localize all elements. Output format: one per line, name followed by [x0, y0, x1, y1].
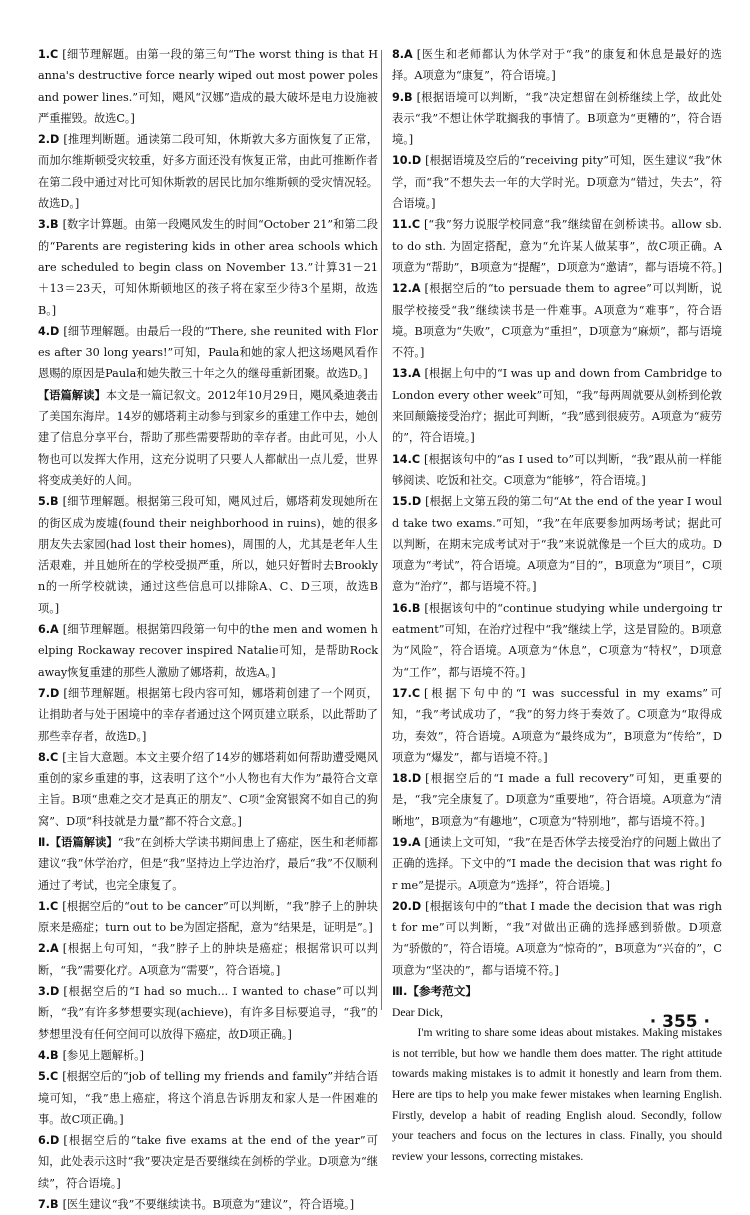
explanation-text: [主旨大意题。本文主要介绍了14岁的娜塔莉如何帮助遭受飓风重创的家乡重建的事，这表明了这个“小人物也有大作为”最符合文章主旨。B项“患难之交才是真正的朋友”、C项“金窝银窝不如自己的狗窝”、D项“科技就是力量”都不符合文意。]: [38, 750, 378, 828]
answer-letter: C: [50, 899, 59, 913]
item-number: 3.: [38, 985, 51, 999]
answer-letter: D: [411, 154, 422, 168]
item-number: 18.: [392, 772, 412, 786]
answer-letter: B: [404, 90, 413, 104]
column-divider: [381, 50, 382, 1010]
explanation-text: [参见上题解析。]: [62, 1048, 145, 1062]
answer-item: [392, 363, 722, 448]
explanation-text: [根据上句中的“I was up and down from Cambridge to London every other week”可知，“我”每两周就要从剑桥到伦敦来回颠簸接受治疗；据此可判断，“我”感到很疲劳。A项意为“疲劳的”，符合语境。]: [392, 367, 722, 445]
answer-item: [392, 768, 722, 832]
answer-item: [38, 129, 378, 214]
passage-analysis-label: Ⅱ.【语篇解读】: [38, 835, 118, 849]
answer-item: [38, 491, 378, 619]
answer-letter: D: [411, 899, 422, 913]
item-number: 2.: [38, 942, 51, 956]
answer-letter: A: [404, 48, 413, 61]
explanation-text: [根据空后的“to persuade them to agree”可以判断，说服学校接受“我”继续读书是一件难事。A项意为“难事”，符合语境。B项意为“失败”，C项意为“重担”，D项意为“麻烦”，都与语境不符。]: [392, 282, 722, 360]
explanation-text: [根据语境可以判断，“我”决定想留在剑桥继续上学，故此处表示“我”不想让休学耽搁我的事情了。B项意为“更糟的”，符合语境。]: [392, 90, 722, 147]
explanation-text: [根据下句中的“I was successful in my exams”可知，“我”考试成功了，“我”的努力终于奏效了。C项意为“取得成功，奏效”，符合语境。A项意为“最终成为”，B项意为“传给”，D项意为“爆发”，都与语境不符。]: [392, 686, 722, 764]
answer-letter: D: [50, 686, 60, 700]
answer-item: [38, 385, 378, 491]
answer-item: [38, 981, 378, 1045]
answer-letter: B: [50, 1198, 59, 1212]
explanation-text: [细节理解题。由最后一段的“There, she reunited with Flores after 30 long years!”可知，Paula和她的家人把这场飓风看作恩赐的原因是Paula和她失散三十年之久的继母重新团聚。故选D。]: [38, 324, 378, 381]
item-number: 11.: [392, 218, 412, 232]
passage-analysis-label: 【语篇解读】: [38, 388, 106, 402]
item-number: 5.: [38, 495, 51, 509]
item-number: 20.: [392, 899, 412, 913]
answer-letter: D: [411, 495, 422, 509]
explanation-text: [根据语境及空后的“receiving pity”可知，医生建议“我”休学，而“我”不想失去一年的大学时光。D项意为“错过，失去”，符合语境。]: [392, 154, 722, 211]
answer-item: [392, 449, 722, 492]
explanation-text: [根据空后的“take five exams at the end of the year”可知，此处表示这时“我”要决定是否要继续在剑桥的学业。D项意为“继续”，符合语境。]: [38, 1134, 378, 1190]
answer-letter: D: [411, 772, 422, 786]
item-number: 15.: [392, 495, 412, 509]
page-number: · 355 ·: [649, 1012, 710, 1032]
answer-item: [392, 278, 722, 363]
answer-item: [38, 832, 378, 896]
item-number: 17.: [392, 686, 412, 700]
answer-item: [38, 44, 378, 129]
explanation-text: [根据该句中的“that I made the decision that was right for me”可以判断，“我”对做出正确的选择感到骄傲。D项意为“骄傲的”，符合语境。A项意为“惊奇的”，B项意为“兴奋的”，C项意为“坚决的”，都与语境不符。]: [392, 899, 722, 977]
item-number: 5.: [38, 1070, 51, 1084]
essay-section: [392, 981, 722, 1167]
answer-letter: C: [411, 686, 421, 700]
essay-paragraph: I'm writing to share some ideas about mistakes. Making mistakes is not terrible, but how we handle them does matter. The right attitude towards making mistakes is to admit it honestly and learn from them. Here are tips to help you make fewer mistakes when learning English. Firstly, develop a habit of reading English aloud. Secondly, follow your teachers and focus on the lectures in class. Finally, you should review your lessons, correcting mistakes.: [392, 1026, 722, 1163]
answer-item: [392, 896, 722, 981]
item-number: 16.: [392, 601, 412, 615]
answer-item: [38, 747, 378, 832]
answer-letter: A: [411, 367, 421, 381]
item-number: 13.: [392, 367, 412, 381]
explanation-text: [根据空后的“I had so much... I wanted to chase”可以判断，“我”有许多梦想要实现(achieve)，有许多目标要追寻，“我”的梦想里没有任何空间可以放得下癌症，故D项正确。]: [38, 985, 378, 1041]
answer-item: [38, 1066, 378, 1130]
essay-greeting: Dear Dick,: [392, 1005, 443, 1019]
item-number: 4.: [38, 1048, 51, 1062]
item-number: 3.: [38, 218, 51, 232]
answer-letter: A: [50, 942, 59, 956]
answer-letter: B: [50, 495, 59, 509]
answer-item: [38, 938, 378, 981]
answer-letter: B: [411, 601, 421, 615]
left-column: [38, 44, 378, 1215]
item-number: 19.: [392, 835, 412, 849]
item-number: 1.: [38, 48, 51, 61]
item-number: 12.: [392, 282, 412, 296]
answer-letter: C: [50, 1070, 59, 1084]
explanation-text: [“我”努力说服学校同意“我”继续留在剑桥读书。allow sb. to do sth. 为固定搭配，意为“允许某人做某事”，故C项正确。A项意为“帮助”，B项意为“提醒”，D项意为“邀请”，都与语境不符。]: [392, 218, 722, 274]
answer-letter: B: [50, 218, 59, 232]
explanation-text: [细节理解题。由第一段的第三句“The worst thing is that Hanna's destructive force nearly wiped out most power poles and power lines.”可知，飓风“汉娜”造成的最大破坏是电力设施被严重摧毁。故选C。]: [38, 48, 378, 125]
item-number: 6.: [38, 623, 51, 637]
item-number: 2.: [38, 133, 51, 147]
answer-item: [392, 44, 722, 87]
answer-item: [38, 619, 378, 683]
item-number: 1.: [38, 899, 51, 913]
explanation-text: [推理判断题。通读第二段可知，休斯敦大多方面恢复了正常，而加尔维斯顿受灾较重，好多方面还没有恢复正常，由此可推断作者在第二段中通过对比可知休斯敦的居民比加尔维斯顿的受灾情况轻。故选D。]: [38, 133, 378, 211]
answer-letter: C: [50, 48, 59, 61]
explanation-text: [根据空后的“job of telling my friends and family”并结合语境可知，“我”患上癌症，将这个消息告诉朋友和家人是一件困难的事。故C项正确。]: [38, 1070, 378, 1126]
explanation-text: [细节理解题。根据第七段内容可知，娜塔莉创建了一个网页，让捐助者与处于困境中的幸存者通过这个网页建立联系，以此帮助了那些幸存者，故选D。]: [38, 686, 378, 743]
answer-item: [392, 683, 722, 768]
item-number: 8.: [392, 48, 405, 61]
explanation-text: [根据空后的“I made a full recovery”可知，更重要的是，“我”完全康复了。D项意为“重要地”，符合语境。A项意为“清晰地”，B项意为“有趣地”，C项意为“特别地”，都与语境不符。]: [392, 772, 722, 828]
item-number: 4.: [38, 324, 51, 338]
explanation-text: [根据上文第五段的第二句“At the end of the year I would take two exams.”可知，“我”在年底要参加两场考试；据此可以判断，在期末完成考试对于“我”来说就像是一个巨大的成功。D项意为“考试”，符合语境。A项意为“目的”，B项意为“项目”，C项意为“治疗”，都与语境不符。]: [392, 495, 722, 594]
answer-letter: D: [50, 1134, 60, 1148]
explanation-text: [根据空后的“out to be cancer”可以判断，“我”脖子上的肿块原来是癌症；turn out to be为固定搭配，意为“结果是，证明是”。]: [38, 899, 378, 935]
answer-item: [38, 1194, 378, 1215]
explanation-text: [医生建议“我”不要继续读书。B项意为“建议”，符合语境。]: [62, 1198, 355, 1212]
answer-letter: C: [50, 750, 59, 764]
answer-letter: D: [50, 985, 60, 999]
answer-letter: A: [411, 835, 421, 849]
item-number: 7.: [38, 1198, 51, 1212]
answer-item: [38, 683, 378, 747]
item-number: 9.: [392, 90, 405, 104]
explanation-text: [医生和老师都认为休学对于“我”的康复和休息是最好的选择。A项意为“康复”，符合语境。]: [392, 48, 722, 83]
answer-item: [392, 87, 722, 151]
explanation-text: [根据该句中的“as I used to”可以判断，“我”跟从前一样能够阅读、吃饭和社交。C项意为“能够”，符合语境。]: [392, 452, 722, 487]
answer-item: [38, 896, 378, 939]
item-number: 14.: [392, 452, 412, 466]
answer-letter: C: [411, 452, 421, 466]
answer-item: [392, 150, 722, 214]
answer-letter: A: [411, 282, 421, 296]
right-column: [392, 44, 722, 1167]
answer-item: [392, 214, 722, 278]
answer-item: [392, 832, 722, 896]
answer-item: [38, 214, 378, 320]
answer-letter: A: [50, 623, 59, 637]
explanation-text: [细节理解题。根据第三段可知，飓风过后，娜塔莉发现她所在的街区成为废墟(found their neighborhood in ruins)，她的很多朋友失去家园(had lost their homes)，周围的人，尤其是老年人生活艰难，并且她所在的学校受损严重，所以，她只好暂时去Brooklyn的一所学校就读，通过这些信息可以排除A、C、D三项，故选B项。]: [38, 495, 378, 615]
explanation-text: [根据该句中的“continue studying while undergoing treatment”可知，在治疗过程中“我”继续上学，这是冒险的。B项意为“风险”，符合语境。A项意为“休息”，C项意为“特权”，D项意为“工作”，都与语境不符。]: [392, 601, 722, 679]
answer-item: [38, 1130, 378, 1194]
answer-item: [392, 598, 722, 683]
explanation-text: “我”在剑桥大学读书期间患上了癌症，医生和老师都建议“我”休学治疗，但是“我”坚持边上学边治疗，最后“我”不仅顺利通过了考试，也完全康复了。: [38, 835, 378, 892]
answer-item: [38, 321, 378, 385]
item-number: 7.: [38, 686, 51, 700]
explanation-text: [数字计算题。由第一段飓风发生的时间“October 21”和第二段的“Parents are registering kids in other area schools which are scheduled to begin class on November 13.”计算31－21＋13＝23天，可知休斯顿地区的孩子将在家至少待3个星期，故选B。]: [38, 218, 378, 317]
answer-item: [392, 491, 722, 597]
item-number: 6.: [38, 1134, 51, 1148]
essay-section-title: Ⅲ.【参考范文】: [392, 984, 477, 999]
item-number: 10.: [392, 154, 412, 168]
explanation-text: [通读上文可知，“我”在是否休学去接受治疗的问题上做出了正确的选择。下文中的“I made the decision that was right for me”是提示。A项意为“选择”，符合语境。]: [392, 835, 722, 892]
explanation-text: [细节理解题。根据第四段第一句中的the men and women helping Rockaway recover inspired Natalie可知，是帮助Rockaway恢复重建的那些人激励了娜塔莉，故选A。]: [38, 623, 378, 679]
item-number: 8.: [38, 750, 51, 764]
explanation-text: 本文是一篇记叙文。2012年10月29日，飓风桑迪袭击了美国东海岸。14岁的娜塔莉主动参与到家乡的重建工作中去，她创建了信息分享平台，帮助了那些需要帮助的幸存者。由此可见，小人物也可以发挥大作用，这充分说明了只要人人都献出一点儿爱，世界将变成美好的人间。: [38, 388, 378, 487]
answer-letter: C: [411, 218, 421, 232]
answer-letter: D: [50, 324, 60, 338]
answer-item: [38, 1045, 378, 1066]
explanation-text: [根据上句可知，“我”脖子上的肿块是癌症；根据常识可以判断，“我”需要化疗。A项意为“需要”，符合语境。]: [38, 942, 378, 977]
right-answers: [392, 44, 722, 981]
answer-letter: D: [50, 133, 60, 147]
answer-letter: B: [50, 1048, 59, 1062]
